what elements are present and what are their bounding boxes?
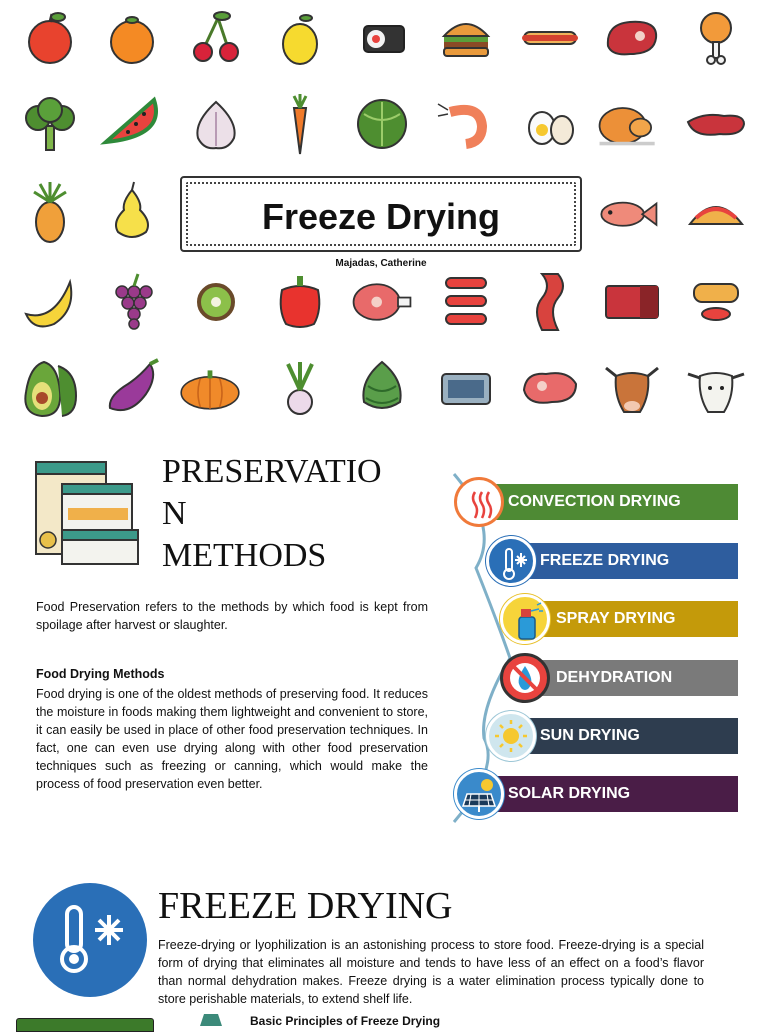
- heat-waves-icon: [454, 477, 504, 527]
- eggplant-icon: [100, 356, 164, 420]
- bacon-slab-icon: [684, 92, 748, 156]
- bacon-strip-icon: [518, 270, 582, 334]
- food-drying-subheading: Food Drying Methods: [36, 667, 165, 681]
- method-freeze-drying: FREEZE DRYING: [510, 543, 738, 579]
- grapes-icon: [100, 270, 164, 334]
- food-containers-icon: [32, 456, 142, 568]
- no-water-icon: [500, 653, 550, 703]
- steak-icon: [600, 6, 664, 70]
- taco-icon: [684, 184, 748, 248]
- method-dehydration: DEHYDRATION: [526, 660, 738, 696]
- author-name: Majadas, Catherine: [335, 258, 427, 269]
- method-spray-drying: SPRAY DRYING: [526, 601, 738, 637]
- sardine-tin-icon: [434, 356, 498, 420]
- next-section-tab: [16, 1018, 154, 1032]
- kiwi-icon: [184, 270, 248, 334]
- bell-pepper-icon: [268, 270, 332, 334]
- shrimp-icon: [434, 92, 498, 156]
- drumstick-icon: [684, 6, 748, 70]
- artichoke-icon: [350, 356, 414, 420]
- carrot-icon: [268, 92, 332, 156]
- fish-icon: [596, 184, 660, 248]
- preservation-heading: PRESERVATIO N METHODS: [162, 453, 382, 574]
- apple-icon: [18, 6, 82, 70]
- pumpkin-icon: [178, 356, 242, 420]
- ham-icon: [350, 270, 414, 334]
- freeze-drying-body: Freeze-drying or lyophilization is an astonishing process to store food. Freeze-drying is a special form of drying that eliminates all moisture and tends to have less of an effect on a food’s flavor than normal dehydration makes. Freeze drying is a water elimination process typically done to store perishable materials, to extend shelf life.: [158, 938, 704, 1006]
- cow-icon: [600, 356, 664, 420]
- burger-icon: [434, 6, 498, 70]
- lemon-icon: [268, 6, 332, 70]
- turnip-icon: [268, 356, 332, 420]
- method-solar-drying: SOLAR DRYING: [478, 776, 738, 812]
- pineapple-icon: [18, 180, 82, 244]
- garlic-icon: [184, 92, 248, 156]
- spray-bottle-icon: [500, 594, 550, 644]
- cabbage-icon: [350, 92, 414, 156]
- avocado-icon: [18, 356, 82, 420]
- page-title: Freeze Drying: [261, 196, 501, 237]
- title-banner: [180, 176, 582, 252]
- beef-block-icon: [600, 270, 664, 334]
- food-drying-body: Food drying is one of the oldest methods of preserving food. It reduces the moisture in foods making them lightweight and convenient to store, it can easily be used in place of other food preservation techniques. In fact, one can even use drying along with other food preservation techniques such as freezing or canning, which would make the process of food preservation even better.: [36, 687, 428, 791]
- cheese-icon: [684, 270, 748, 334]
- sushi-roll-icon: [352, 6, 416, 70]
- cherries-icon: [184, 6, 248, 70]
- ribeye-icon: [518, 356, 582, 420]
- freeze-drying-heading: FREEZE DRYING: [158, 885, 453, 927]
- banana-icon: [18, 270, 82, 334]
- sheep-icon: [684, 356, 748, 420]
- thermometer-snowflake-icon: [486, 536, 536, 586]
- basic-principles-heading: Basic Principles of Freeze Drying: [250, 1014, 441, 1028]
- watermelon-icon: [100, 92, 164, 156]
- pear-icon: [100, 180, 164, 244]
- broccoli-icon: [18, 92, 82, 156]
- hotdog-icon: [518, 6, 582, 70]
- solar-panel-icon: [454, 769, 504, 819]
- preservation-intro: Food Preservation refers to the methods by which food is kept from spoilage after harvest or slaughter.: [36, 600, 428, 632]
- roast-chicken-icon: [596, 92, 660, 156]
- freeze-drying-thermometer-icon: [33, 883, 147, 997]
- sausages-icon: [434, 270, 498, 334]
- method-sun-drying: SUN DRYING: [510, 718, 738, 754]
- sun-icon: [486, 711, 536, 761]
- orange-icon: [100, 6, 164, 70]
- method-convection-drying: CONVECTION DRYING: [478, 484, 738, 520]
- eggs-icon: [518, 92, 582, 156]
